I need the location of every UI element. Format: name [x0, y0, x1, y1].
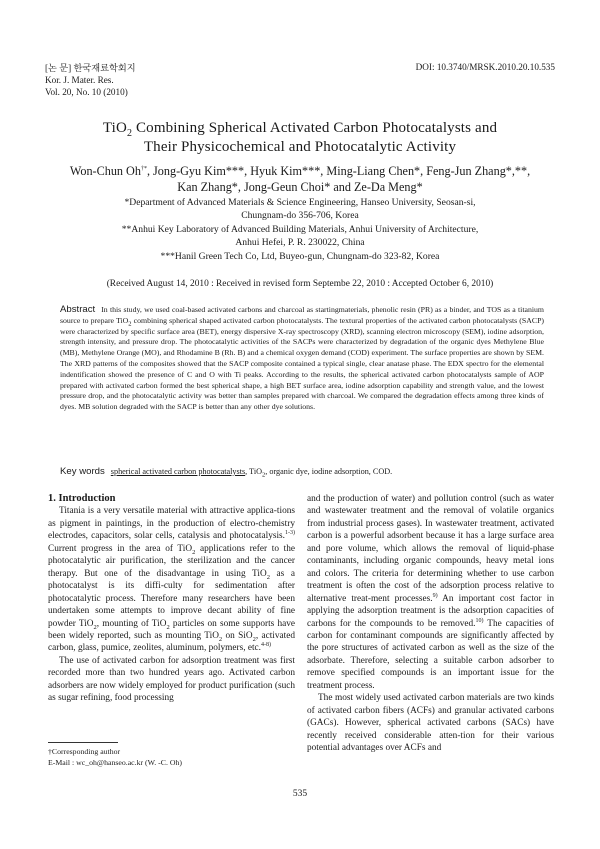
affiliation-line: **Anhui Key Laboratory of Advanced Building Materials, Anhui University of Architecture, — [121, 223, 479, 235]
footnote-rule — [48, 742, 118, 743]
paragraph — [48, 505, 295, 654]
volume-issue: Vol. 20, No. 10 (2010) — [45, 87, 128, 97]
abstract-label: Abstract — [60, 304, 96, 315]
paragraph: The use of activated carbon for adsorption treatment was first recorded more than two hundred years ago. Activated carbon adsorbers are now widely employed for product purification (such as sugar refining, food processing — [48, 655, 295, 704]
affiliation-line: Anhui Hefei, P. R. 230022, China — [235, 237, 365, 249]
subscript: 2 — [192, 548, 196, 556]
journal-abbreviation: Kor. J. Mater. Res. — [45, 75, 114, 85]
affiliation-line: *Department of Advanced Materials & Science Engineering, Hanseo University, Seosan-si, — [124, 197, 476, 208]
doi: DOI: 10.3740/MRSK.2010.20.10.535 — [415, 62, 555, 72]
title-line-1 — [20, 119, 580, 138]
keywords-text: , organic dye, iodine adsorption, COD. — [265, 467, 393, 476]
received-dates: (Received August 14, 2010 : Received in revised form Septembe 22, 2010 : Accepted October 6, 2010) — [106, 279, 494, 289]
text: Titania is a very versatile material with attractive applica-tions as pigment in paintings, in the production of electro-chemistry electrodes, capacitors, solar cells, catalysis and photocatalysis. — [48, 506, 295, 542]
section-heading: 1. Introduction — [48, 493, 116, 504]
left-column — [48, 493, 295, 705]
subscript: 2 — [266, 573, 270, 581]
authors-rest: , Jong-Gyu Kim***, Hyuk Kim***, Ming-Liang Chen*, Feng-Jun Zhang*,**, — [146, 164, 531, 178]
paragraph: The most widely used activated carbon materials are two kinds of activated carbon fibers (ACFs) and granular activated carbons (GACs). However, spherical activated carbons (SACs) have recently received considerable atten-tion for their various potential advantages over ACFs and — [307, 693, 554, 754]
abstract — [60, 305, 544, 413]
citation: 9) — [432, 592, 438, 599]
citation: 4-8) — [261, 642, 271, 649]
author-list — [26, 163, 574, 195]
keywords-text: , TiO — [245, 467, 263, 476]
authors-line-1 — [26, 163, 574, 179]
keyword-underlined: spherical activated carbon photocatalysts — [110, 467, 246, 476]
text: , activated carbon, glass, pumice, zeolites, aluminum, polymers, etc. — [48, 630, 295, 654]
title-subscript: 2 — [126, 128, 133, 139]
subscript: 2 — [166, 623, 170, 631]
text: The capacities of carbon for contaminant compounds are significantly affected by the pore structures of activated carbon as well as the size of the adsorbate. Therefore, selecting a suitable carbon adsorber to remove specified compounds is an important issue for the treatment process. — [307, 618, 555, 691]
affiliation-line: ***Hanil Green Tech Co, Ltd, Buyeo-gun, Chungnam-do 323-82, Korea — [160, 250, 440, 262]
paragraph — [307, 493, 554, 692]
author: Won-Chun Oh — [69, 164, 141, 178]
title-part: Combining Spherical Activated Carbon Photocatalysts and — [132, 120, 498, 136]
page-number: 535 — [292, 789, 308, 799]
author-mark: †* — [140, 165, 147, 172]
paper-title — [20, 119, 580, 157]
text: as a photocatalyst is its diffi-culty for sedimentation after photocatalytic process. Therefore many researchers have been undertaken some attempts to improve decant ability of fine powder TiO — [48, 568, 295, 629]
subscript: 2 — [252, 635, 256, 643]
abstract-subscript: 2 — [128, 320, 132, 328]
keywords-label: Key words — [60, 466, 105, 477]
journal-header — [45, 62, 136, 98]
citation: 10) — [475, 617, 484, 624]
abstract-text: combining spherical shaped activated carbon photocatalysts. The textural properties of the activated carbon photocatalysts (SACP) were characterized by specific surface area (BET), energy dispersive X-ray spectroscopy (XRD), scanning electron microscopy (SEM), iodine adsorption, strength intensity, and pressure drop. The photocatalytic activities of the SACPs were characterized by degradation of the organic dyes Methylene Blue (MB), Methylene Orange (MO), and Rhodamine B (Rh. B) and a chemical oxygen demand (COD) experiment. The surface properties are shown by SEM. The XRD patterns of the composites showed that the SACP composite contained a typical single, clear anatase phase. The EDX spectro for the elemental indentification showed the presence of C and O with Ti peaks. According to the results, the spherical activated carbon photocatalysts sample of AOP prepared with activated carbon formed the best spherical shape, a high BET surface area, iodine adsorption capability and strength value, and the lowest pressure drop, and the photocatalytic activity was better than samples prepared with charcoal. We compared the degradation effects among three kinds of dyes. MB solution degraded with the SACP is better than any other dye solutions. — [60, 315, 545, 412]
right-column — [307, 493, 554, 755]
subscript: 2 — [93, 623, 97, 631]
keywords-subscript: 2 — [262, 471, 266, 479]
abstract-text: In this study, we used coal-based activated carbons and charcoal as startingmaterials, phenolic resin (PR) as a binder, and TOS as a titanium source to prepare TiO — [60, 305, 544, 325]
title-line-2: Their Physicochemical and Photocatalytic Activity — [143, 139, 457, 155]
text: and the production of water) and pollution control (such as water and wastewater treatment and the removal of volatile organics from industrial process gases). In wastewater treatment, activated carbon is a powerful adsorbent because it has a large surface area and pore volume, which allows the removal of liquid-phase contaminants, including organic compounds, heavy metal ions and colors. The criteria for determining whether to use carbon treatment is often the cost of the adsorption process relative to alternative treat-ment processes. — [307, 494, 554, 604]
corresponding-author: †Corresponding author — [48, 747, 121, 756]
affiliations — [40, 196, 560, 263]
authors-line-2: Kan Zhang*, Jong-Geun Choi* and Ze-Da Meng* — [177, 180, 423, 194]
text: on SiO — [222, 630, 253, 641]
text: applications refer to the photocatalytic air purification, the sterilization and the cancer therapy. But one of the disadvantage in using TiO — [48, 543, 295, 579]
title-part: TiO — [102, 120, 127, 136]
author-email: E-Mail : wc_oh@hanseo.ac.kr (W. -C. Oh) — [48, 757, 182, 767]
keywords — [60, 466, 544, 477]
footnote — [48, 747, 182, 768]
subscript: 2 — [218, 635, 223, 643]
text: An important cost factor in applying the adsorption treatment is the adsorption capacities of carbons for the compounds to be removed. — [307, 593, 554, 629]
citation: 1-3) — [285, 530, 295, 537]
text: particles on some supports have been widely reported, such as mounting TiO — [48, 618, 296, 641]
journal-korean-name: [논 문] 한국재료학회지 — [45, 63, 136, 73]
text: Current progress in the area of TiO — [48, 543, 193, 554]
affiliation-line: Chungnam-do 356-706, Korea — [241, 210, 359, 222]
text: , mounting of TiO — [96, 618, 167, 629]
